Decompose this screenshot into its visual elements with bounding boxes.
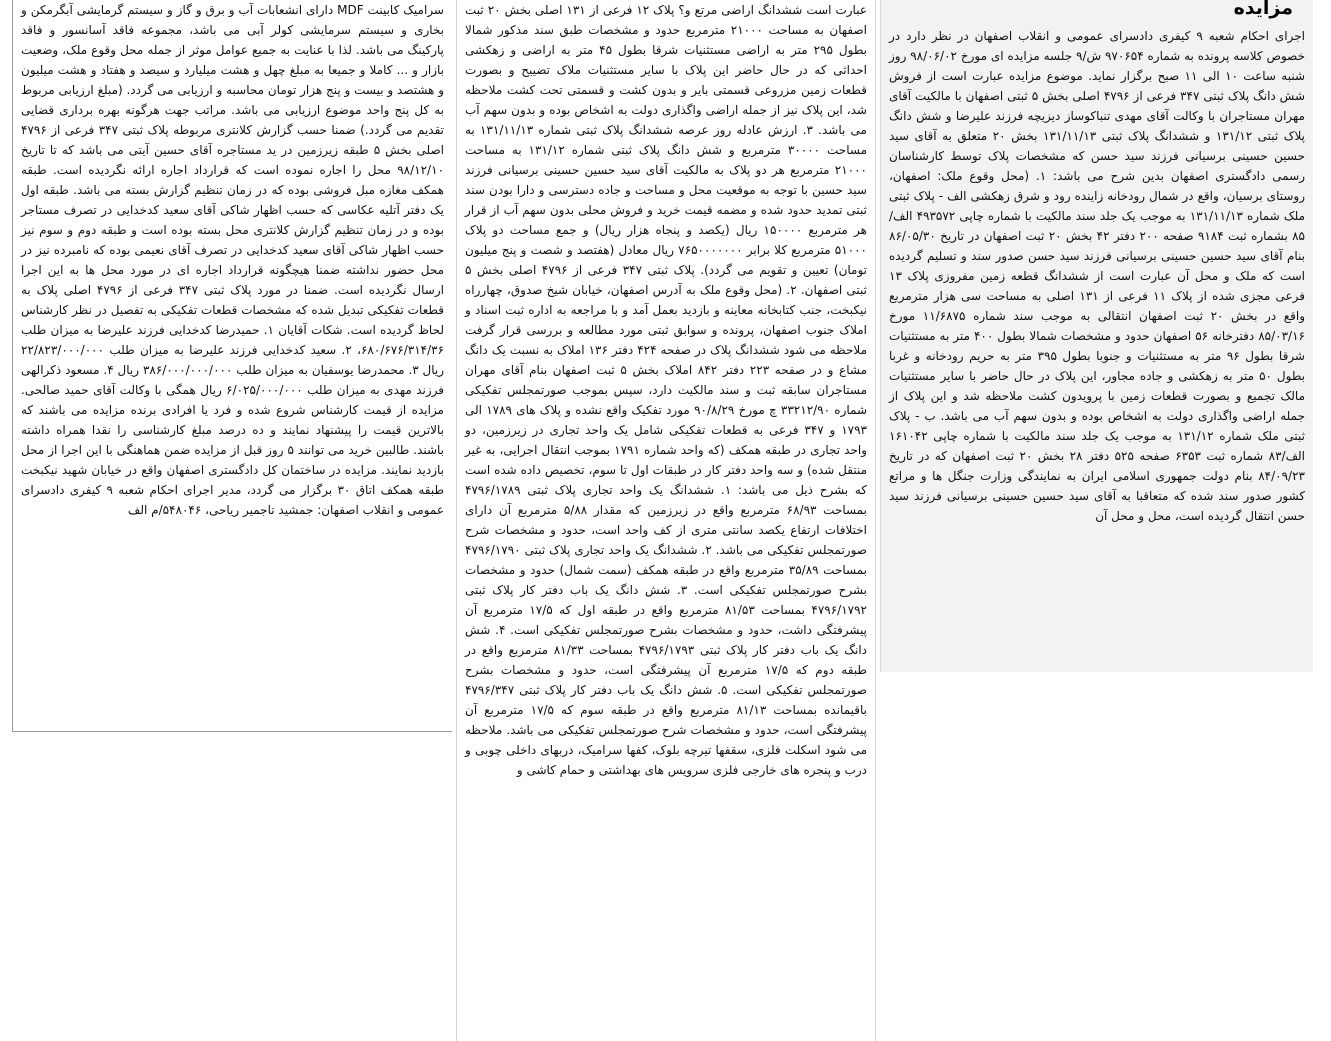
notice-column-2 [456, 0, 876, 1041]
notice-heading: مزایده [1233, 0, 1293, 19]
notice-column-3 [12, 0, 452, 732]
notice-column-3-text: سرامیک کابینت MDF دارای انشعابات آب و برق و گاز و سیستم گرمایشی آبگرمکن و بخاری و سیستم سرمایشی کولر آبی می باشد، مجموعه فاقد آسانسور و فاقد پارکینگ می باشد. لذا با عنایت به جمیع عوامل موثر از جمله محل وقوع ملک، وضعیت بازار و ... کاملا و جمیعا به مبلغ چهل و هشت میلیارد و سیصد و هفتاد و هشت میلیون و هشتصد و بیست و پنج هزار تومان محاسبه و ارزیابی می گردد. (مبلغ ارزیابی مربوط به کل پنج واحد موضوع ارزیابی می باشد. مراتب جهت هرگونه بهره برداری قضایی تقدیم می گردد.) ضمنا حسب گزارش کلانتری مربوطه پلاک ثبتی ۳۴۷ فرعی از ۴۷۹۶ اصلی بخش ۵ طبقه زیرزمین در ید مستاجره آقای حسین آیتی می باشد که تا تاریخ ۹۸/۱۲/۱۰ محل را اجاره نموده است که قرارداد اجاره ارائه نگردیده است. طبقه همکف مغازه مبل فروشی بوده که در زمان تنظیم گزارش بسته می باشد. طبقه اول یک دفتر آتلیه عکاسی که حسب اظهار شاکی آقای سعید کدخدایی در تصرف مستاجر بوده و در زمان تنظیم گزارش کلانتری محل بسته بوده است و طبقه دوم و سوم نیز حسب اظهار شاکی آقای سعید کدخدایی در تصرف آقای نعیمی بوده که نامبرده نیز در محل حضور نداشته ضمنا هیچگونه قرارداد اجاره ای در مورد محل ها به این اجرا ارسال نگردیده است. ضمنا در مورد پلاک ثبتی ۳۴۷ فرعی از ۴۷۹۶ اصلی پلاک به قطعات تفکیکی تبدیل شده که مشخصات قطعات تفکیکی به تفصیل در نظر کارشناس لحاظ گردیده است. شکات آقایان ۱. حمیدرضا کدخدایی فرزند علیرضا به میزان طلب ۶۸۰/۶۷۶/۳۱۴/۳۶، ۲. سعید کدخدایی فرزند علیرضا به میزان طلب ۲۲/۸۲۳/۰۰۰/۰۰۰ ریال ۳. محمدرضا یوسفیان به میزان طلب ۳۸۶/۰۰۰/۰۰۰/۰۰۰ ریال ۴. مسعود ذکرالهی فرزند مهدی به میزان طلب ۶/۰۲۵/۰۰۰/۰۰۰ ریال همگی با وکالت آقای حمید صالحی. مزایده از قیمت کارشناس شروع شده و فرد یا افرادی برنده مزایده می باشند که بالاترین قیمت را پیشنهاد نمایند و ده درصد مبلغ کارشناسی را نقدا همراه داشته باشند. طالبین خرید می توانند ۵ روز قبل از مزایده ضمن هماهنگی با این اجرا از محل بازدید نمایند. مزایده در ساختمان کل دادگستری اصفهان واقع در خیابان شهید نیکبخت طبقه همکف اتاق ۳۰ برگزار می گردد، مدیر اجرای احکام شعبه ۹ کیفری دادسرای عمومی و انقلاب اصفهان: جمشید تاجمیر ریاحی، ۵۴۸۰۴۶/م الف [21, 3, 445, 517]
notice-column-2-text: عبارت است ششدانگ اراضی مرتع و؟ پلاک ۱۲ فرعی از ۱۳۱ اصلی بخش ۲۰ ثبت اصفهان به مساحت ۲۱۰۰۰ مترمربع حدود و مشخصات طبق سند مذکور شمالا بطول ۲۹۵ متر به اراضی مستثنیات شرقا بطول ۴۵ متر به اراضی و زهکشی احداثی که در حال حاضر این پلاک با سایر مستثنیات ملاک تضییح و بصورت قطعات زمین مزروعی قسمتی بایر و بدون کشت و قسمتی تحت کشت ملاحظه شد، این پلاک نیز از جمله اراضی واگذاری دولت به اشخاص بوده و بدون سهم آب می باشد. ۳. ارزش عادله روز عرصه ششدانگ پلاک ثبتی شماره ۱۳۱/۱۱/۱۳ به مساحت ۳۰۰۰۰ مترمربع و شش دانگ پلاک ثبتی شماره ۱۳۱/۱۲ به مساحت ۲۱۰۰۰ مترمربع هر دو پلاک به مالکیت آقای سید حسین حسینی برسیانی فرزند سید حسین با توجه به موقعیت محل و مساحت و جاده دسترسی و دارا بودن سند ثبتی تمدید حدود شده و مضمه قیمت خرید و فروش محلی بدون سهم آب از قرار هر مترمربع ۱۵۰۰۰۰ ریال (یکصد و پنجاه هزار ریال) و جمع مساحت دو پلاک ۵۱۰۰۰ مترمربع کلا برابر ۷۶۵۰۰۰۰۰۰۰ ریال معادل (هفتصد و شصت و پنج میلیون تومان) تعیین و تقویم می گردد). پلاک ثبتی ۳۴۷ فرعی از ۴۷۹۶ اصلی بخش ۵ ثبتی اصفهان. ۲. (محل وقوع ملک به آدرس اصفهان، خیابان شیخ صدوق، چهارراه نیکبخت، جنب کتابخانه معاینه و بازدید بعمل آمد و با مراجعه به اداره ثبت اسناد و املاک جنوب اصفهان، پرونده و سوابق ثبتی مورد مطالعه و بررسی قرار گرفت ملاحظه می شود ششدانگ پلاک در صفحه ۴۲۴ دفتر ۱۳۶ املاک به نسبت یک دانگ مشاع و در صفحه ۲۲۳ دفتر ۸۴۲ املاک بخش ۵ ثبت اصفهان بنام آقای مهران مستاجران سابقه ثبت و سند مالکیت دارد، سپس بموجب صورتمجلس تفکیکی شماره ۳۳۲۱۲/۹۰ چ مورخ ۹۰/۸/۲۹ مورد تفکیک واقع نشده و پلاک های ۱۷۸۹ الی ۱۷۹۳ و ۳۴۷ فرعی به قطعات تفکیکی شامل یک واحد تجاری در زیرزمین، دو واحد تجاری در طبقه همکف (که واحد شماره ۱۷۹۱ بموجب انتقال اجرایی، به غیر منتقل شده) و سه واحد دفتر کار در طبقات اول تا سوم، تخصیص داده شده است که بشرح ذیل می باشد: ۱. ششدانگ یک واحد تجاری پلاک ثبتی ۴۷۹۶/۱۷۸۹ بمساحت ۶۸/۹۳ مترمربع واقع در زیرزمین که مقدار ۵/۸۸ مترمربع آن دارای اختلافات ارتفاع یکصد سانتی متری از کف واحد است، حدود و مشخصات شرح صورتمجلس تفکیکی می باشد. ۲. ششدانگ یک واحد تجاری پلاک ثبتی ۴۷۹۶/۱۷۹۰ بمساحت ۳۵/۸۹ مترمربع واقع در طبقه همکف (سمت شمال) حدود و مشخصات بشرح صورتمجلس تفکیکی است. ۳. شش دانگ یک باب دفتر کار پلاک ثبتی ۴۷۹۶/۱۷۹۲ بمساحت ۸۱/۵۳ مترمربع واقع در طبقه اول که ۱۷/۵ مترمربع آن پیشرفتگی داشت، حدود و مشخصات بشرح صورتمجلس تفکیکی است. ۴. شش دانگ یک باب دفتر کار پلاک ثبتی ۴۷۹۶/۱۷۹۳ بمساحت ۸۱/۳۳ مترمربع واقع در طبقه دوم که ۱۷/۵ مترمربع آن پیشرفتگی است، حدود و مشخصات بشرح صورتمجلس تفکیکی است. ۵. شش دانگ یک باب دفتر کار پلاک ثبتی ۴۷۹۶/۳۴۷ باقیمانده بمساحت ۸۱/۱۳ مترمربع واقع در طبقه سوم که ۱۷/۵ مترمربع آن پیشرفتگی است، حدود و مشخصات شرح صورتمجلس تفکیکی می باشد. ملاحظه می شود اسکلت فلزی، سقفها تیرچه بلوک، کفها سرامیک، دربهای داخلی چوبی و درب و پنجره های خارجی فلزی سرویس های بهداشتی و حمام کاشی و [465, 3, 868, 777]
notice-column-1 [880, 0, 1313, 672]
notice-column-1-text: اجرای احکام شعبه ۹ کیفری دادسرای عمومی و انقلاب اصفهان در نظر دارد در خصوص کلاسه پرونده به شماره ۹۷۰۶۵۴ ش/۹ جلسه مزایده ای مورخ ۹۸/۰۶/۰۲ روز شنبه ساعت ۱۰ الی ۱۱ صبح برگزار نماید. موضوع مزایده عبارت است از فروش شش دانگ پلاک ثبتی ۳۴۷ فرعی از ۴۷۹۶ اصلی بخش ۵ ثبتی اصفهان با مالکیت آقای مهران مستاجران با وکالت آقای مهدی تنباکوساز دیزیچه فرزند علیرضا و شش دانگ پلاک ثبتی ۱۳۱/۱۲ و ششدانگ پلاک ثبتی ۱۳۱/۱۱/۱۳ بخش ۲۰ متعلق به آقای سید حسین حسینی برسیانی فرزند سید حسن که مشخصات پلاک توسط کارشناسان رسمی دادگستری اصفهان بدین شرح می باشد: ۱. (محل وقوع ملک: اصفهان، روستای برسیان، واقع در شمال رودخانه زاینده رود و شرق زهکشی الف - پلاک ثبتی ملک شماره ۱۳۱/۱۱/۱۳ به موجب یک جلد سند مالکیت با شماره چاپی ۴۹۳۵۷۲ الف/۸۵ بشماره ثبت ۹۱۸۴ صفحه ۲۰۰ دفتر ۴۲ بخش ۲۰ ثبت اصفهان در تاریخ ۸۶/۰۵/۳۰ بنام آقای سید حسین حسینی برسیانی فرزند سید حسن صدور سند و تسلیم گردیده است که ملک و محل آن عبارت است از ششدانگ قطعه زمین مفروزی پلاک ۱۳ فرعی مجزی شده از پلاک ۱۱ فرعی از ۱۳۱ اصلی به مساحت سی هزار مترمربع واقع در بخش ۲۰ ثبت اصفهان انتقالی به موجب سند شماره ۱۱/۶۸۷۵ مورخ ۸۵/۰۳/۱۶ دفترخانه ۵۶ اصفهان حدود و مشخصات شمالا بطول ۴۰۰ متر به مستثنیات شرقا بطول ۹۶ متر به مستثنیات و جنوبا بطول ۳۹۵ متر به حریم رودخانه و غربا بطول ۵۰ متر به زهکشی و جاده مجاور، این پلاک در حال حاضر با سایر مستثنیات مالک تجمیع و بصورت قطعات زمین با پرویدون کشت ملاحظه شد و این پلاک از جمله اراضی واگذاری دولت به اشخاص بوده و بدون سهم آب می باشد. ب - پلاک ثبتی ملک شماره ۱۳۱/۱۲ به موجب یک جلد سند مالکیت با شماره چاپی ۱۶۱۰۴۲ الف/۸۳ شماره ثبت ۶۳۵۳ صفحه ۵۲۵ دفتر ۲۸ بخش ۲۰ ثبت اصفهان که در تاریخ ۸۴/۰۹/۲۳ بنام دولت جمهوری اسلامی ایران به نمایندگی وزارت جنگل ها و مراتع کشور صدور سند شده که متعاقبا به آقای سید حسین حسینی برسیانی فرزند سید حسن انتقال گردیده است، محل و محل آن [889, 29, 1306, 523]
